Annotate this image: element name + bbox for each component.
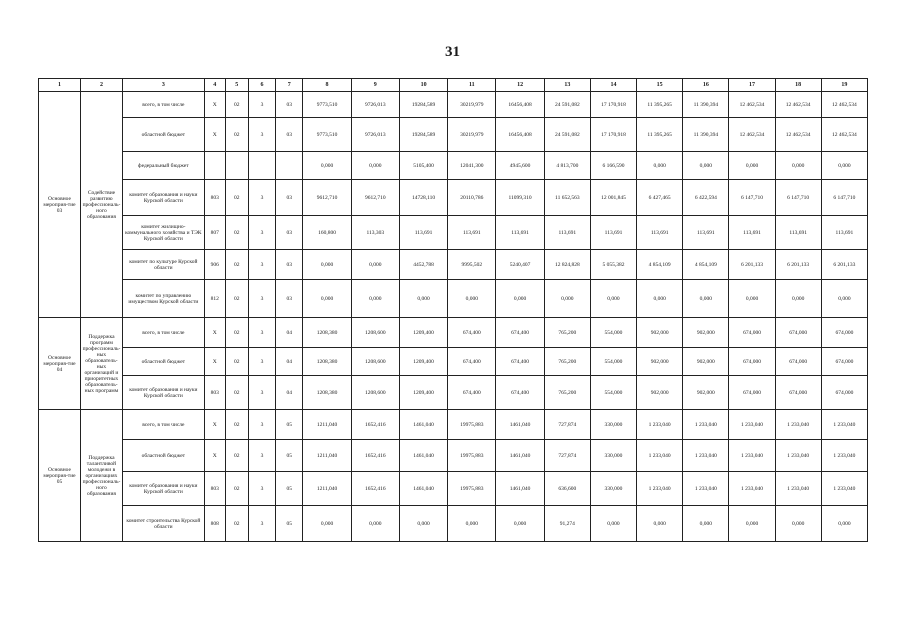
column-header-12: 12: [496, 79, 544, 92]
source-cell: комитет образования и науки Курской области: [122, 472, 204, 506]
value-cell: 674,000: [729, 318, 775, 348]
code-cell: 3: [248, 348, 275, 376]
value-cell: 674,000: [729, 376, 775, 410]
value-cell: 1461,040: [399, 472, 447, 506]
value-cell: 636,600: [544, 472, 590, 506]
column-header-17: 17: [729, 79, 775, 92]
code-cell: Х: [204, 440, 225, 472]
value-cell: 20110,786: [448, 180, 496, 216]
value-cell: 0,000: [448, 506, 496, 542]
value-cell: 0,000: [637, 506, 683, 542]
code-cell: 03: [276, 216, 303, 250]
code-cell: 3: [248, 180, 275, 216]
column-header-2: 2: [80, 79, 122, 92]
table-row: [39, 118, 868, 152]
value-cell: 6 147,710: [821, 180, 867, 216]
value-cell: 0,000: [544, 280, 590, 318]
code-cell: [248, 152, 275, 180]
value-cell: 0,000: [351, 280, 399, 318]
column-header-7: 7: [276, 79, 303, 92]
code-cell: 3: [248, 472, 275, 506]
source-cell: комитет образования и науки Курской области: [122, 376, 204, 410]
activity-name-cell: Содействие развитию профессиональ-ного образования: [80, 92, 122, 318]
value-cell: 554,000: [590, 348, 636, 376]
value-cell: 5240,407: [496, 250, 544, 280]
value-cell: 0,000: [399, 506, 447, 542]
source-cell: областной бюджет: [122, 440, 204, 472]
value-cell: 113,691: [590, 216, 636, 250]
value-cell: 6 201,133: [729, 250, 775, 280]
value-cell: 1 233,040: [729, 410, 775, 440]
value-cell: 674,400: [496, 376, 544, 410]
column-header-5: 5: [225, 79, 248, 92]
code-cell: [204, 152, 225, 180]
code-cell: 02: [225, 506, 248, 542]
value-cell: 9995,502: [448, 250, 496, 280]
value-cell: 113,691: [683, 216, 729, 250]
value-cell: 0,000: [821, 280, 867, 318]
table-row: [39, 472, 868, 506]
value-cell: 24 591,082: [544, 92, 590, 118]
value-cell: 674,000: [729, 348, 775, 376]
value-cell: 1208,380: [303, 318, 351, 348]
value-cell: 6 147,710: [729, 180, 775, 216]
value-cell: 0,000: [303, 280, 351, 318]
value-cell: 1211,040: [303, 440, 351, 472]
value-cell: 113,303: [351, 216, 399, 250]
code-cell: 03: [276, 250, 303, 280]
value-cell: 674,400: [496, 348, 544, 376]
value-cell: 674,400: [496, 318, 544, 348]
value-cell: 1652,416: [351, 410, 399, 440]
value-cell: 0,000: [590, 506, 636, 542]
source-cell: федеральный бюджет: [122, 152, 204, 180]
code-cell: 803: [204, 180, 225, 216]
code-cell: 807: [204, 216, 225, 250]
code-cell: 812: [204, 280, 225, 318]
value-cell: 91,274: [544, 506, 590, 542]
value-cell: 19975,883: [448, 410, 496, 440]
value-cell: 160,800: [303, 216, 351, 250]
header-row: [39, 79, 868, 92]
column-header-11: 11: [448, 79, 496, 92]
source-cell: всего, в том числе: [122, 410, 204, 440]
activity-code-cell: Основное мероприя-тие 04: [39, 318, 81, 410]
value-cell: 6 201,133: [775, 250, 821, 280]
column-header-19: 19: [821, 79, 867, 92]
value-cell: 1 233,040: [683, 410, 729, 440]
value-cell: 902,000: [637, 318, 683, 348]
code-cell: Х: [204, 318, 225, 348]
value-cell: 0,000: [590, 280, 636, 318]
value-cell: 1461,040: [496, 472, 544, 506]
code-cell: 03: [276, 280, 303, 318]
code-cell: 05: [276, 506, 303, 542]
value-cell: 14728,110: [399, 180, 447, 216]
value-cell: 1209,400: [399, 348, 447, 376]
value-cell: 1461,040: [399, 410, 447, 440]
value-cell: 17 170,918: [590, 118, 636, 152]
value-cell: 30219,979: [448, 92, 496, 118]
code-cell: 02: [225, 118, 248, 152]
table-row: [39, 180, 868, 216]
value-cell: 113,691: [496, 216, 544, 250]
value-cell: 330,000: [590, 472, 636, 506]
value-cell: 12 001,845: [590, 180, 636, 216]
value-cell: 16456,408: [496, 92, 544, 118]
value-cell: 9773,510: [303, 118, 351, 152]
value-cell: 1 233,040: [821, 410, 867, 440]
value-cell: 765,200: [544, 318, 590, 348]
code-cell: 02: [225, 92, 248, 118]
value-cell: 902,000: [637, 376, 683, 410]
value-cell: 902,000: [683, 376, 729, 410]
code-cell: 04: [276, 318, 303, 348]
value-cell: 16456,408: [496, 118, 544, 152]
value-cell: 11 390,394: [683, 92, 729, 118]
value-cell: 765,200: [544, 376, 590, 410]
value-cell: 12 824,828: [544, 250, 590, 280]
code-cell: Х: [204, 410, 225, 440]
column-header-16: 16: [683, 79, 729, 92]
value-cell: 0,000: [775, 152, 821, 180]
value-cell: 0,000: [448, 280, 496, 318]
source-cell: комитет строительства Курской области: [122, 506, 204, 542]
column-header-15: 15: [637, 79, 683, 92]
value-cell: 1 233,040: [683, 472, 729, 506]
value-cell: 9612,710: [303, 180, 351, 216]
value-cell: 6 166,590: [590, 152, 636, 180]
value-cell: 0,000: [683, 152, 729, 180]
table-row: [39, 348, 868, 376]
code-cell: 02: [225, 440, 248, 472]
value-cell: 674,000: [775, 318, 821, 348]
column-header-18: 18: [775, 79, 821, 92]
code-cell: 3: [248, 92, 275, 118]
value-cell: 0,000: [496, 280, 544, 318]
value-cell: 1 233,040: [775, 440, 821, 472]
value-cell: 0,000: [729, 280, 775, 318]
value-cell: 0,000: [351, 250, 399, 280]
value-cell: 4945,600: [496, 152, 544, 180]
code-cell: 02: [225, 318, 248, 348]
value-cell: 674,400: [448, 318, 496, 348]
value-cell: 0,000: [775, 280, 821, 318]
table-row: [39, 410, 868, 440]
code-cell: Х: [204, 118, 225, 152]
value-cell: 902,000: [637, 348, 683, 376]
activity-name-cell: Поддержка талантливой молодежи в организациях профессиональ-ного образования: [80, 410, 122, 542]
value-cell: 113,691: [821, 216, 867, 250]
code-cell: 03: [276, 180, 303, 216]
value-cell: 1 233,040: [729, 440, 775, 472]
column-header-13: 13: [544, 79, 590, 92]
value-cell: 674,000: [821, 348, 867, 376]
code-cell: 3: [248, 318, 275, 348]
value-cell: 674,000: [775, 348, 821, 376]
value-cell: 5105,400: [399, 152, 447, 180]
value-cell: 1 233,040: [821, 472, 867, 506]
value-cell: 902,000: [683, 348, 729, 376]
value-cell: 674,000: [775, 376, 821, 410]
value-cell: 12 462,534: [821, 92, 867, 118]
value-cell: 12 462,534: [775, 118, 821, 152]
value-cell: 0,000: [821, 506, 867, 542]
activity-name-cell: Поддержка программ профессиональ-ных образователь-ных организаций и приоритетных образователь-ных программ: [80, 318, 122, 410]
value-cell: 11 395,265: [637, 92, 683, 118]
value-cell: 727,874: [544, 410, 590, 440]
value-cell: 1652,416: [351, 472, 399, 506]
column-header-3: 3: [122, 79, 204, 92]
code-cell: 05: [276, 472, 303, 506]
value-cell: 1208,380: [303, 376, 351, 410]
code-cell: [276, 152, 303, 180]
source-cell: комитет жилищно-коммунального хозяйства и ТЭК Курской области: [122, 216, 204, 250]
code-cell: 02: [225, 216, 248, 250]
value-cell: 1 233,040: [637, 410, 683, 440]
value-cell: 554,000: [590, 318, 636, 348]
code-cell: 03: [276, 118, 303, 152]
value-cell: 674,400: [448, 348, 496, 376]
value-cell: 0,000: [303, 250, 351, 280]
value-cell: 1461,040: [399, 440, 447, 472]
code-cell: 3: [248, 506, 275, 542]
code-cell: 02: [225, 410, 248, 440]
column-header-6: 6: [248, 79, 275, 92]
budget-table: [38, 78, 868, 542]
value-cell: 1211,040: [303, 472, 351, 506]
value-cell: 1209,400: [399, 318, 447, 348]
table-row: [39, 250, 868, 280]
value-cell: 1 233,040: [775, 472, 821, 506]
column-header-1: 1: [39, 79, 81, 92]
source-cell: комитет по культуре Курской области: [122, 250, 204, 280]
source-cell: всего, в том числе: [122, 318, 204, 348]
value-cell: 1 233,040: [775, 410, 821, 440]
value-cell: 6 147,710: [775, 180, 821, 216]
value-cell: 9726,013: [351, 92, 399, 118]
code-cell: 803: [204, 376, 225, 410]
activity-code-cell: Основное мероприя-тие 03: [39, 92, 81, 318]
value-cell: 6 427,465: [637, 180, 683, 216]
value-cell: 12 462,534: [775, 92, 821, 118]
code-cell: 02: [225, 250, 248, 280]
value-cell: 1 233,040: [821, 440, 867, 472]
value-cell: 0,000: [637, 280, 683, 318]
value-cell: 11099,310: [496, 180, 544, 216]
code-cell: 3: [248, 440, 275, 472]
value-cell: 0,000: [351, 152, 399, 180]
source-cell: комитет по управлению имуществом Курской области: [122, 280, 204, 318]
value-cell: 30219,979: [448, 118, 496, 152]
value-cell: 12041,300: [448, 152, 496, 180]
code-cell: 3: [248, 118, 275, 152]
value-cell: 1652,416: [351, 440, 399, 472]
value-cell: 0,000: [637, 152, 683, 180]
value-cell: 113,691: [448, 216, 496, 250]
code-cell: Х: [204, 92, 225, 118]
code-cell: 04: [276, 348, 303, 376]
code-cell: 02: [225, 472, 248, 506]
value-cell: 0,000: [683, 506, 729, 542]
value-cell: 9773,510: [303, 92, 351, 118]
value-cell: 1208,380: [303, 348, 351, 376]
value-cell: 1 233,040: [683, 440, 729, 472]
code-cell: 803: [204, 472, 225, 506]
value-cell: 765,200: [544, 348, 590, 376]
code-cell: 05: [276, 440, 303, 472]
value-cell: 0,000: [729, 506, 775, 542]
value-cell: 19284,589: [399, 118, 447, 152]
code-cell: 02: [225, 376, 248, 410]
code-cell: 3: [248, 376, 275, 410]
value-cell: 0,000: [775, 506, 821, 542]
value-cell: 6 422,594: [683, 180, 729, 216]
code-cell: 3: [248, 216, 275, 250]
value-cell: 727,874: [544, 440, 590, 472]
value-cell: 1461,040: [496, 440, 544, 472]
value-cell: 12 462,534: [729, 118, 775, 152]
value-cell: 674,000: [821, 318, 867, 348]
value-cell: 24 591,082: [544, 118, 590, 152]
value-cell: 0,000: [399, 280, 447, 318]
code-cell: 02: [225, 348, 248, 376]
value-cell: 4 854,109: [683, 250, 729, 280]
value-cell: 0,000: [496, 506, 544, 542]
code-cell: 3: [248, 280, 275, 318]
value-cell: 0,000: [729, 152, 775, 180]
table-row: [39, 318, 868, 348]
value-cell: 554,000: [590, 376, 636, 410]
column-header-4: 4: [204, 79, 225, 92]
code-cell: 05: [276, 410, 303, 440]
value-cell: 6 201,133: [821, 250, 867, 280]
value-cell: 674,400: [448, 376, 496, 410]
table-row: [39, 506, 868, 542]
table-row: [39, 376, 868, 410]
column-header-10: 10: [399, 79, 447, 92]
value-cell: 19975,883: [448, 472, 496, 506]
value-cell: 5 055,382: [590, 250, 636, 280]
value-cell: 113,691: [399, 216, 447, 250]
code-cell: Х: [204, 348, 225, 376]
value-cell: 1208,600: [351, 348, 399, 376]
page-number: 31: [445, 44, 460, 60]
source-cell: областной бюджет: [122, 348, 204, 376]
value-cell: 1461,040: [496, 410, 544, 440]
value-cell: 113,691: [637, 216, 683, 250]
value-cell: 12 462,534: [821, 118, 867, 152]
value-cell: 11 390,394: [683, 118, 729, 152]
value-cell: 0,000: [683, 280, 729, 318]
value-cell: 4 813,700: [544, 152, 590, 180]
value-cell: 11 395,265: [637, 118, 683, 152]
column-header-9: 9: [351, 79, 399, 92]
column-header-8: 8: [303, 79, 351, 92]
value-cell: 1208,600: [351, 376, 399, 410]
value-cell: 19975,883: [448, 440, 496, 472]
value-cell: 902,000: [683, 318, 729, 348]
code-cell: 3: [248, 250, 275, 280]
value-cell: 0,000: [303, 152, 351, 180]
table-row: [39, 280, 868, 318]
value-cell: 1211,040: [303, 410, 351, 440]
source-cell: всего, в том числе: [122, 92, 204, 118]
value-cell: 12 462,534: [729, 92, 775, 118]
value-cell: 113,691: [775, 216, 821, 250]
value-cell: 9612,710: [351, 180, 399, 216]
source-cell: комитет образования и науки Курской области: [122, 180, 204, 216]
value-cell: 1 233,040: [729, 472, 775, 506]
column-header-14: 14: [590, 79, 636, 92]
value-cell: 0,000: [303, 506, 351, 542]
value-cell: 1208,600: [351, 318, 399, 348]
code-cell: 3: [248, 410, 275, 440]
value-cell: 4452,788: [399, 250, 447, 280]
table-row: [39, 440, 868, 472]
table-row: [39, 92, 868, 118]
value-cell: 113,691: [544, 216, 590, 250]
value-cell: 11 652,563: [544, 180, 590, 216]
code-cell: 02: [225, 280, 248, 318]
value-cell: 17 170,918: [590, 92, 636, 118]
value-cell: 330,000: [590, 410, 636, 440]
code-cell: 02: [225, 180, 248, 216]
value-cell: 1209,400: [399, 376, 447, 410]
code-cell: 04: [276, 376, 303, 410]
value-cell: 674,000: [821, 376, 867, 410]
code-cell: 906: [204, 250, 225, 280]
source-cell: областной бюджет: [122, 118, 204, 152]
value-cell: 1 233,040: [637, 440, 683, 472]
value-cell: 4 854,109: [637, 250, 683, 280]
value-cell: 330,000: [590, 440, 636, 472]
value-cell: 0,000: [821, 152, 867, 180]
value-cell: 113,691: [729, 216, 775, 250]
value-cell: 1 233,040: [637, 472, 683, 506]
value-cell: 0,000: [351, 506, 399, 542]
code-cell: 03: [276, 92, 303, 118]
table-row: [39, 152, 868, 180]
activity-code-cell: Основное мероприя-тие 05: [39, 410, 81, 542]
value-cell: 9726,013: [351, 118, 399, 152]
code-cell: 808: [204, 506, 225, 542]
table-row: [39, 216, 868, 250]
value-cell: 19284,589: [399, 92, 447, 118]
code-cell: [225, 152, 248, 180]
